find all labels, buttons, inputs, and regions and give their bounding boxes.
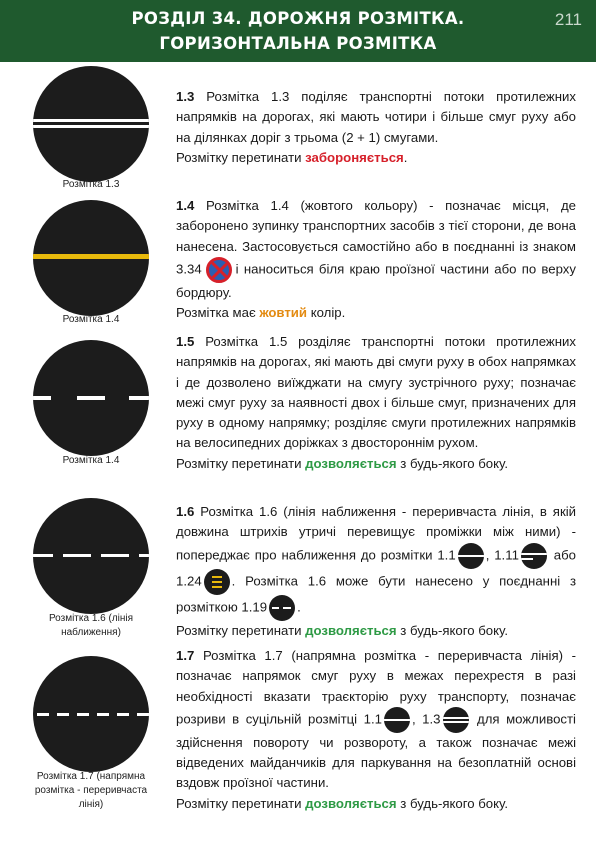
caption-line: Розмітка 1.6 (лінія: [48, 613, 134, 624]
section-title-line1: РОЗДІЛ 34. ДОРОЖНЯ РОЗМІТКА.: [131, 9, 465, 28]
rule-suffix: з будь-якого боку.: [396, 795, 508, 811]
section-title-line2: ГОРИЗОНТАЛЬНА РОЗМІТКА: [159, 34, 437, 53]
marking-1-6-caption: [18, 612, 164, 640]
no-stopping-sign-icon: [206, 257, 232, 283]
marking-description-e: .: [297, 599, 301, 615]
marking-1-7-text: [176, 646, 576, 814]
marking-1-6-text: [176, 502, 576, 641]
page-number: 211: [554, 10, 582, 29]
marking-1-4-caption: Розмітка 1.4: [62, 314, 120, 325]
rule-allowed: дозволяється: [305, 455, 397, 471]
rule-suffix: .: [403, 149, 408, 165]
rule-prefix: Розмітку перетинати: [176, 795, 306, 811]
rule-suffix: колір.: [307, 305, 346, 321]
caption-line: лінія): [78, 799, 104, 810]
page-header: [0, 0, 596, 62]
marking-description: Розмітка 1.3 поділяє транспортні потоки протилежних напрямків на дорогах, які мають чотири і більше смуг руху або на ділянках доріг з трьома (2 + 1) смугами.: [176, 89, 576, 145]
marking-1-3-mini-icon: [443, 707, 469, 733]
marking-label: 1.6: [176, 504, 195, 519]
caption-line: розмітка - переривчаста: [34, 785, 148, 796]
caption-line: Розмітка 1.7 (напрямна: [36, 771, 146, 782]
caption-line: наближення): [61, 627, 121, 638]
rule-forbidden: забороняється: [305, 149, 404, 165]
rule-prefix: Розмітку перетинати: [176, 622, 306, 638]
marking-1-7-illustration: [33, 656, 149, 772]
marking-description-b: , 1.11: [485, 547, 519, 563]
marking-description-c: або 1.24: [176, 547, 577, 589]
marking-1-5-illustration: [33, 340, 149, 456]
marking-1-3-illustration: [33, 66, 149, 182]
marking-1-6-illustration: [33, 498, 149, 614]
section-title: [60, 6, 536, 56]
marking-1-24-mini-icon: [204, 569, 230, 595]
marking-1-1-mini-icon: [384, 707, 410, 733]
marking-1-4-illustration: [33, 200, 149, 316]
rule-suffix: з будь-якого боку.: [396, 622, 508, 638]
marking-1-5-text: [176, 332, 576, 474]
marking-1-5-caption: Розмітка 1.4: [62, 455, 120, 466]
rule-suffix: з будь-якого боку.: [396, 455, 508, 471]
marking-1-3-text: [176, 87, 576, 168]
marking-label: 1.5: [176, 334, 195, 349]
marking-description-b: , 1.3: [411, 711, 441, 727]
rule-allowed: дозволяється: [305, 622, 397, 638]
rule-prefix: Розмітку перетинати: [176, 149, 306, 165]
marking-1-19-mini-icon: [269, 595, 295, 621]
marking-description: Розмітка 1.5 розділяє транспортні потоки протилежних напрямків на дорогах, які мають дві смуги руху в обох напрямках і де дозволено виїжджати на смугу зустрічного руху; позначає межі смуг руху за наявності двох і більше смуг, призначених для руху в одному напрямку; розділяє смуги протилежних напрямків на велосипедних доріжках з двостороннім рухом.: [176, 334, 576, 451]
marking-description-d: . Розмітка 1.6 може бути нанесено у поєднанні з розміткою 1.19: [176, 573, 576, 615]
marking-description-c: для можливості здійснення повороту чи розвороту, а також позначає межі відведених майданчиків для паркування на безоплатній основі вздовж проїзної частини.: [176, 711, 576, 791]
marking-description-part1: Розмітка 1.4 (жовтого кольору) - позначає місця, де заборонено зупинку транспортних засобів з тієї сторони, де вона нанесена. Застосовується самостійно або в поєднанні із знаком 3.34: [176, 198, 576, 277]
marking-1-4-text: [176, 196, 576, 323]
marking-1-1-mini-icon: [458, 543, 484, 569]
marking-1-3-caption: Розмітка 1.3: [62, 179, 120, 190]
marking-label: 1.4: [176, 198, 195, 213]
rule-prefix: Розмітку перетинати: [176, 455, 306, 471]
marking-label: 1.7: [176, 648, 195, 663]
marking-label: 1.3: [176, 89, 195, 104]
rule-yellow: жовтий: [259, 305, 308, 321]
marking-1-11-mini-icon: [521, 543, 547, 569]
rule-allowed: дозволяється: [305, 795, 397, 811]
marking-1-7-caption: [18, 770, 164, 812]
marking-description-part2: і наноситься біля краю проїзної частини або по верху бордюру.: [176, 261, 576, 300]
marking-description-a: Розмітка 1.6 (лінія наближення - переривчаста лінія, в якій довжина штрихів утричі перевищує проміжки між ними) - попереджає про наближення до розмітки 1.1: [176, 504, 577, 563]
rule-prefix: Розмітка має: [176, 305, 260, 321]
marking-description-a: Розмітка 1.7 (напрямна розмітка - переривчаста лінія) - позначає напрямок смуг руху в межах перехрестя в разі необхідності вказати траєкторію руху транспорту, позначає розриви в суцільній розмітці 1.1: [176, 648, 576, 727]
